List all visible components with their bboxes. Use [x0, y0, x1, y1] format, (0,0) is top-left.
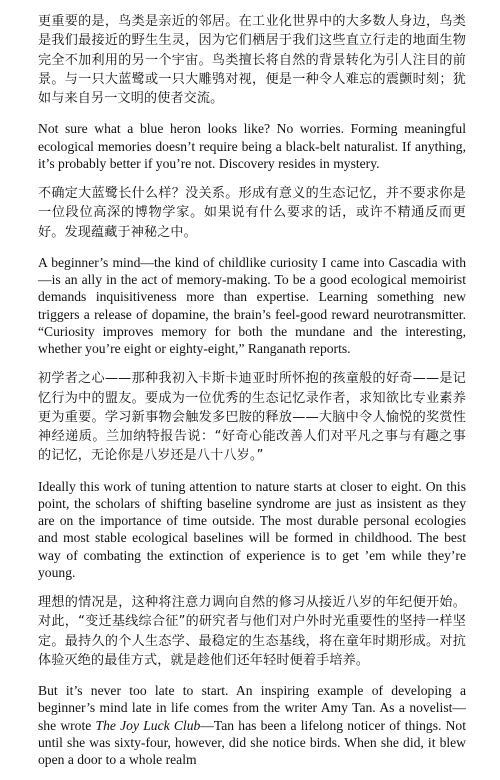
amy-tan-text-before: But it’s never too late to start. An inspiring example of developing a beginner’s mind late in life comes from the writer Amy Tan. As a novelist—she wrote	[38, 683, 466, 733]
paragraph-en-beginners-mind: A beginner’s mind—the kind of childlike curiosity I came into Cascadia with—is an ally in the act of memory-making. To be a good ecological memoirist demands inquisitiveness more than expertise. Learning something new triggers a release of dopamine, the brain’s feel-good reward neurotransmitter. “Curiosity improves memory for both the mundane and the interesting, whether you’re eight or eighty-eight,” Ranganath reports.	[38, 254, 466, 356]
paragraph-en-amy-tan	[38, 682, 466, 768]
paragraph-en-closer-to-eight: Ideally this work of tuning attention to nature starts at closer to eight. On this point, the scholars of shifting baseline syndrome are just as insistent as they are on the importance of time outside. The most durable personal ecologies and most stable ecological baselines will be formed in childhood. The best way of combating the extinction of experience is to get ’em while they’re young.	[38, 478, 466, 580]
amy-tan-text-after: —Tan has been a lifelong noticer of things. Not until she was sixty-four, however, did she notice birds. When she did, it blew open a door to a whole realm	[38, 717, 467, 767]
paragraph-zh-beginners-mind: 初学者之心——那种我初入卡斯卡迪亚时所怀抱的孩童般的好奇——是记忆行为中的盟友。要成为一位优秀的生态记忆录作者，求知欲比专业素养更为重要。学习新事物会触发多巴胺的释放——大脑中令人愉悦的奖赏性神经递质。兰加纳特报告说：“好奇心能改善人们对平凡之事与有趣之事的记忆，无论你是八岁还是八十八岁。”	[38, 371, 466, 464]
paragraph-en-blue-heron: Not sure what a blue heron looks like? No worries. Forming meaningful ecological memories doesn’t require being a black-belt naturalist. If anything, it’s probably better if you’re not. Discovery resides in mystery.	[38, 121, 466, 171]
paragraph-zh-closer-to-eight: 理想的情况是，这种将注意力调向自然的修习从接近八岁的年纪便开始。对此，“变迁基线综合征”的研究者与他们对户外时光重要性的坚持一样坚定。最持久的个人生态学、最稳定的生态基线，将在童年时期形成。对抗体验灭绝的最佳方式，就是趁他们还年轻时便着手培养。	[38, 594, 466, 668]
document-page	[38, 12, 466, 780]
paragraph-zh-birds-neighbors: 更重要的是，鸟类是亲近的邻居。在工业化世界中的大多数人身边，鸟类是我们最接近的野生生灵，因为它们栖居于我们这些直立行走的地面生物完全不加利用的另一个宇宙。鸟类擅长将自然的背景转化为引人注目的前景。与一只大蓝鹭或一只大雕鸮对视，便是一种令人难忘的震颤时刻；犹如与来自另一文明的使者交流。	[38, 14, 466, 107]
paragraph-zh-blue-heron: 不确定大蓝鹭长什么样？没关系。形成有意义的生态记忆，并不要求你是一位段位高深的博物学家。如果说有什么要求的话，或许不精通反而更好。发现蕴藏于神秘之中。	[38, 186, 466, 240]
book-title: The Joy Luck Club	[95, 717, 201, 733]
